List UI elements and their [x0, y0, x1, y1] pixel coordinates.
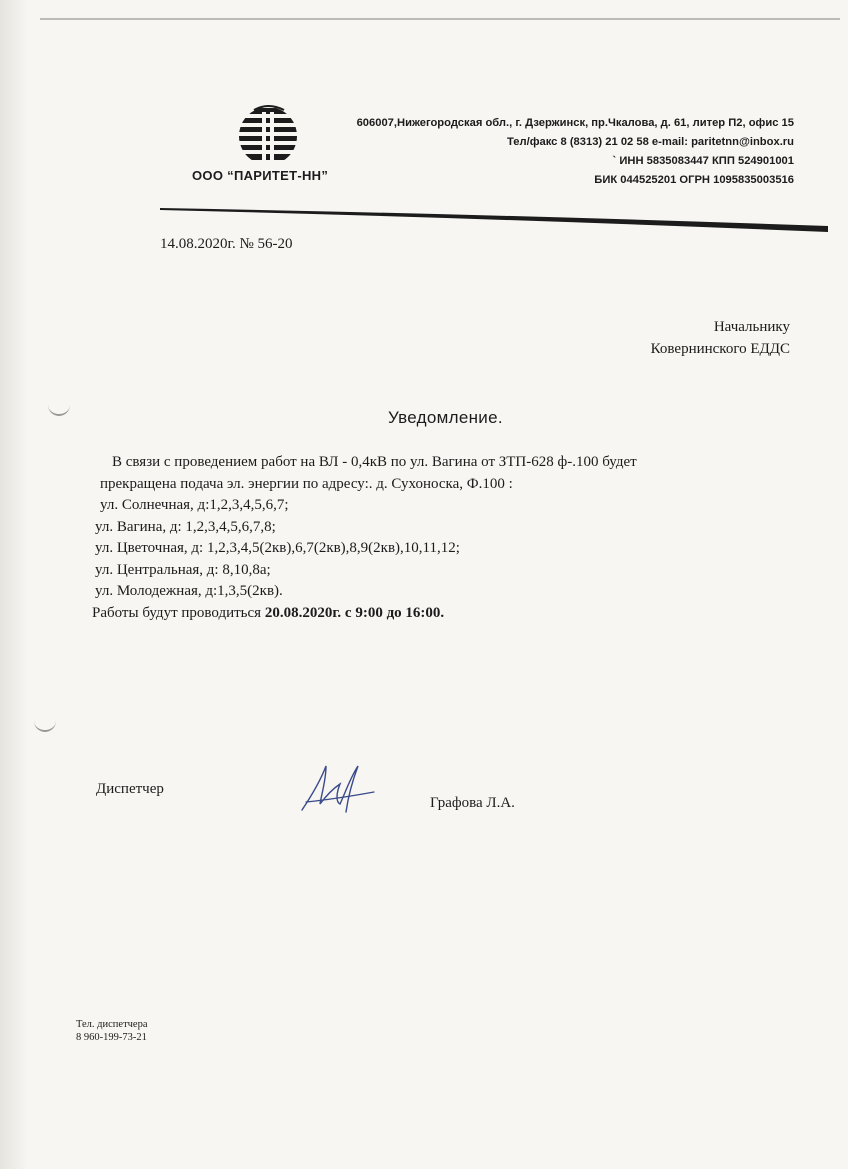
recipient-block	[651, 316, 790, 360]
signer-name: Графова Л.А.	[430, 795, 515, 811]
company-phone-email: Тел/факс 8 (8313) 21 02 58 e-mail: paritetnn@inbox.ru	[506, 136, 794, 148]
works-schedule-prefix: Работы будут проводиться	[92, 604, 265, 621]
body-line: ул. Солнечная, д:1,2,3,4,5,6,7;	[100, 497, 289, 513]
recipient-organization: Ковернинского ЕДДС	[650, 341, 790, 357]
company-name: ООО “ПАРИТЕТ-НН”	[192, 168, 329, 183]
body-line: прекращена подача эл. энергии по адресу:. д. Сухоноска, Ф.100 :	[100, 475, 513, 492]
body-line: ул. Цветочная, д: 1,2,3,4,5(2кв),6,7(2кв),8,9(2кв),10,11,12;	[95, 540, 460, 556]
body-line: ул. Молодежная, д:1,3,5(2кв).	[95, 583, 283, 599]
footer-phone-number: 8 960-199-73-21	[76, 1032, 147, 1043]
punch-hole-mark	[48, 404, 70, 416]
notice-body	[92, 452, 637, 624]
scan-top-edge	[40, 18, 840, 20]
document-date-number: 14.08.2020г. № 56-20	[160, 236, 293, 252]
company-inn-kpp: ` ИНН 5835083447 КПП 524901001	[612, 155, 794, 167]
body-line: ул. Центральная, д: 8,10,8а;	[95, 561, 271, 578]
works-schedule-line	[92, 603, 637, 625]
footer-phone-label: Тел. диспетчера	[76, 1019, 148, 1030]
company-logo-icon	[236, 104, 300, 166]
signer-role: Диспетчер	[96, 781, 164, 797]
body-line: В связи с проведением работ на ВЛ - 0,4кВ по ул. Вагина от ЗТП-628 ф-.100 будет	[112, 454, 637, 470]
recipient-title: Начальнику	[713, 319, 790, 335]
works-schedule-time: 20.08.2020г. с 9:00 до 16:00.	[264, 604, 445, 621]
letterhead-details	[357, 114, 794, 190]
body-line: ул. Вагина, д: 1,2,3,4,5,6,7,8;	[95, 518, 276, 535]
company-address: 606007,Нижегородская обл., г. Дзержинск, пр.Чкалова, д. 61, литер П2, офис 15	[356, 117, 794, 129]
punch-hole-mark	[34, 720, 56, 732]
scan-edge-shadow	[0, 0, 28, 1169]
company-bik-ogrn: БИК 044525201 ОГРН 1095835003516	[594, 174, 794, 186]
document-title: Уведомление.	[388, 408, 503, 427]
handwritten-signature	[296, 758, 378, 821]
footer-contact	[76, 1018, 148, 1044]
